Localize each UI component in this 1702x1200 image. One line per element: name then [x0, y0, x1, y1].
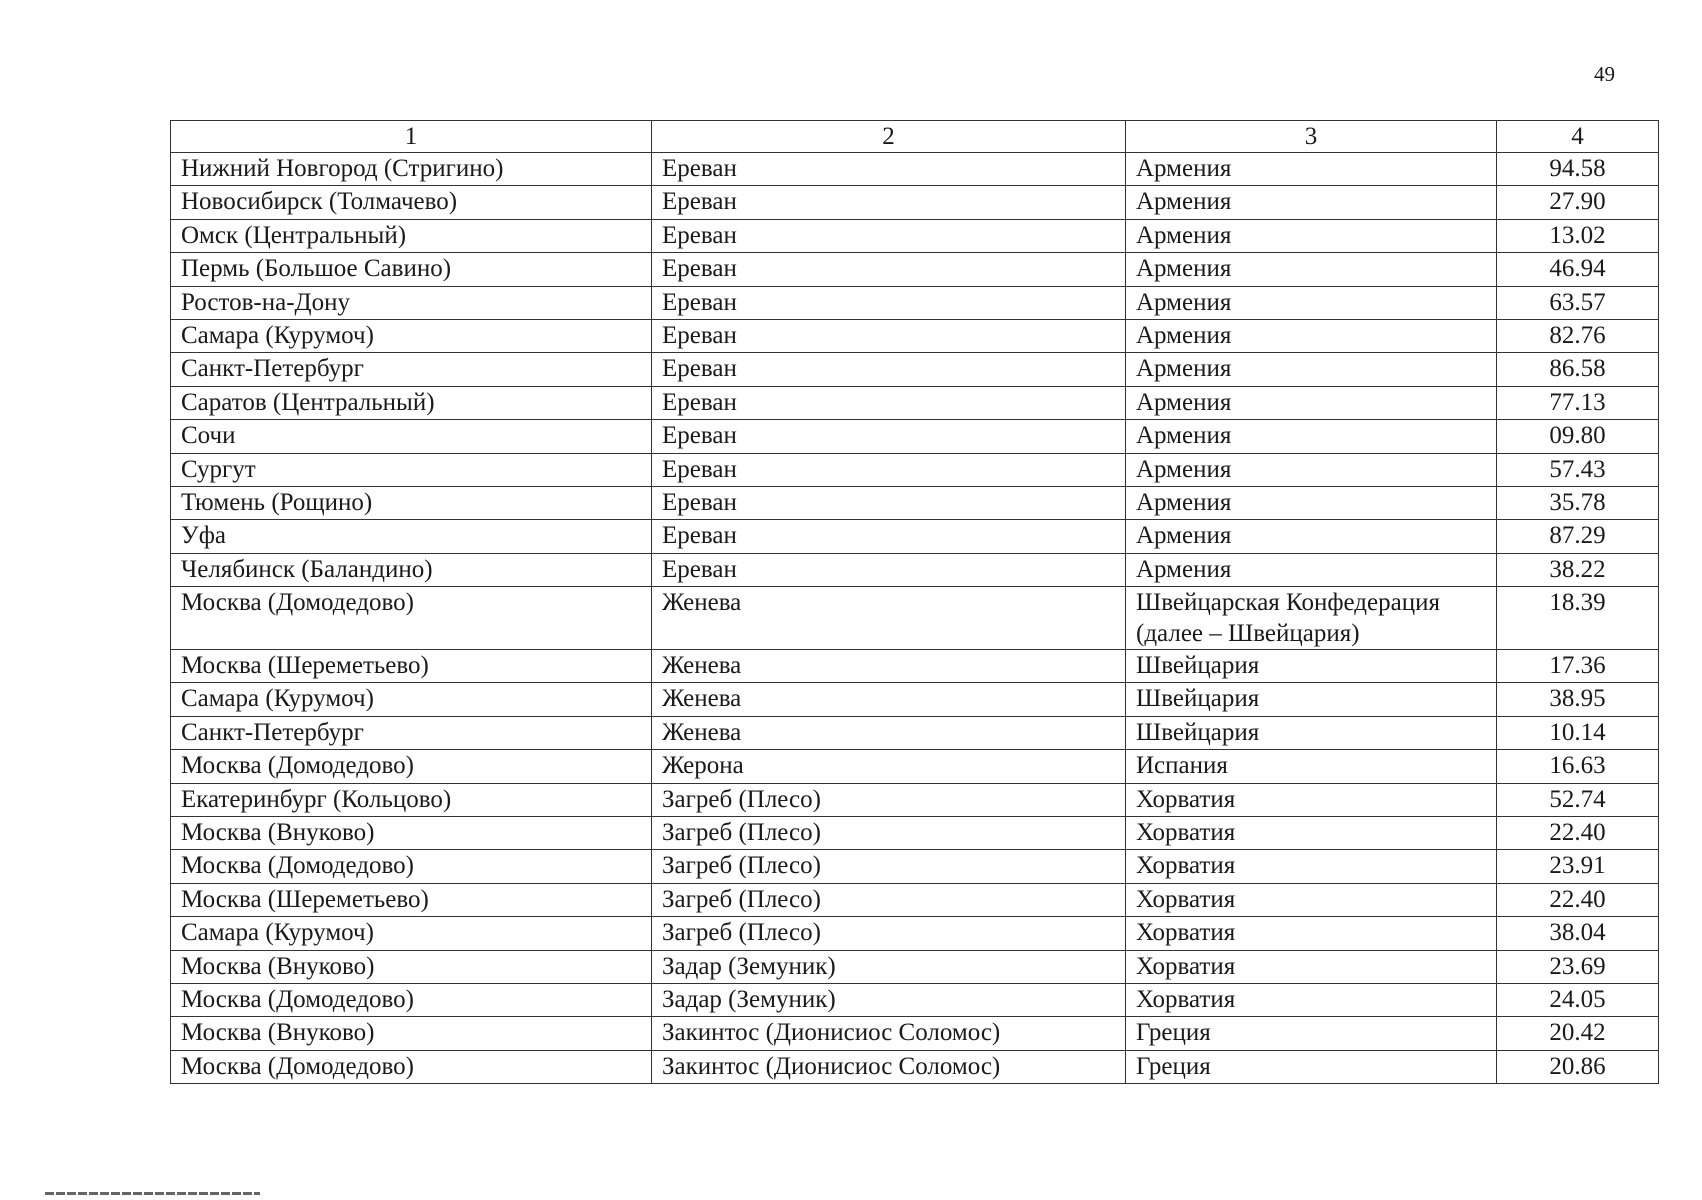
country-cell: Армения — [1126, 153, 1497, 186]
country-cell: Хорватия — [1126, 950, 1497, 983]
country-cell: Армения — [1126, 219, 1497, 252]
country-cell: Хорватия — [1126, 817, 1497, 850]
destination-cell: Ереван — [652, 286, 1126, 319]
departure-city-cell: Москва (Внуково) — [171, 950, 652, 983]
value-cell: 22.40 — [1497, 883, 1659, 916]
value-cell: 38.95 — [1497, 683, 1659, 716]
departure-city-cell: Москва (Внуково) — [171, 817, 652, 850]
country-cell: Армения — [1126, 486, 1497, 519]
country-cell: Армения — [1126, 386, 1497, 419]
destination-cell: Загреб (Плесо) — [652, 850, 1126, 883]
table-row — [171, 553, 1659, 586]
country-cell: Армения — [1126, 186, 1497, 219]
table-row — [171, 153, 1659, 186]
destination-cell: Ереван — [652, 520, 1126, 553]
value-cell: 13.02 — [1497, 219, 1659, 252]
table-row — [171, 683, 1659, 716]
country-cell: Хорватия — [1126, 883, 1497, 916]
country-cell: Греция — [1126, 1017, 1497, 1050]
destination-cell: Ереван — [652, 453, 1126, 486]
table-row — [171, 850, 1659, 883]
value-cell: 94.58 — [1497, 153, 1659, 186]
value-cell: 35.78 — [1497, 486, 1659, 519]
departure-city-cell: Сочи — [171, 420, 652, 453]
departure-city-cell: Пермь (Большое Савино) — [171, 253, 652, 286]
column-header-1: 1 — [171, 121, 652, 153]
destination-cell: Загреб (Плесо) — [652, 883, 1126, 916]
value-cell: 17.36 — [1497, 650, 1659, 683]
value-cell: 77.13 — [1497, 386, 1659, 419]
destination-cell: Загреб (Плесо) — [652, 917, 1126, 950]
departure-city-cell: Москва (Шереметьево) — [171, 883, 652, 916]
country-cell: Хорватия — [1126, 983, 1497, 1016]
table-row — [171, 983, 1659, 1016]
departure-city-cell: Екатеринбург (Кольцово) — [171, 783, 652, 816]
country-cell: Швейцария — [1126, 650, 1497, 683]
table-row — [171, 917, 1659, 950]
table-row — [171, 420, 1659, 453]
table-row — [171, 817, 1659, 850]
destination-cell: Ереван — [652, 386, 1126, 419]
value-cell: 24.05 — [1497, 983, 1659, 1016]
country-cell: Армения — [1126, 520, 1497, 553]
destination-cell: Загреб (Плесо) — [652, 783, 1126, 816]
column-header-2: 2 — [652, 121, 1126, 153]
value-cell: 23.91 — [1497, 850, 1659, 883]
table-row — [171, 950, 1659, 983]
table-row — [171, 1050, 1659, 1083]
table-row — [171, 319, 1659, 352]
value-cell: 57.43 — [1497, 453, 1659, 486]
departure-city-cell: Самара (Курумоч) — [171, 917, 652, 950]
table-row — [171, 520, 1659, 553]
value-cell: 27.90 — [1497, 186, 1659, 219]
destination-cell: Женева — [652, 587, 1126, 650]
destination-cell: Ереван — [652, 420, 1126, 453]
value-cell: 18.39 — [1497, 587, 1659, 650]
departure-city-cell: Нижний Новгород (Стригино) — [171, 153, 652, 186]
departure-city-cell: Москва (Домодедово) — [171, 587, 652, 650]
table-row — [171, 353, 1659, 386]
value-cell: 09.80 — [1497, 420, 1659, 453]
destination-cell: Загреб (Плесо) — [652, 817, 1126, 850]
departure-city-cell: Санкт-Петербург — [171, 353, 652, 386]
value-cell: 20.42 — [1497, 1017, 1659, 1050]
page-number: 49 — [1594, 62, 1615, 86]
destination-cell: Ереван — [652, 219, 1126, 252]
destination-cell: Ереван — [652, 253, 1126, 286]
departure-city-cell: Тюмень (Рощино) — [171, 486, 652, 519]
country-cell: Швейцарская Конфедерация (далее – Швейцария) — [1126, 587, 1497, 650]
table-row — [171, 453, 1659, 486]
destination-cell: Задар (Земуник) — [652, 983, 1126, 1016]
country-cell: Армения — [1126, 286, 1497, 319]
departure-city-cell: Самара (Курумоч) — [171, 683, 652, 716]
departure-city-cell: Москва (Домодедово) — [171, 750, 652, 783]
country-cell: Хорватия — [1126, 917, 1497, 950]
country-cell: Швейцария — [1126, 683, 1497, 716]
value-cell: 82.76 — [1497, 319, 1659, 352]
country-cell: Армения — [1126, 553, 1497, 586]
table-row — [171, 186, 1659, 219]
departure-city-cell: Москва (Шереметьево) — [171, 650, 652, 683]
country-cell: Армения — [1126, 319, 1497, 352]
table-row — [171, 883, 1659, 916]
destination-cell: Ереван — [652, 486, 1126, 519]
destination-cell: Закинтос (Дионисиос Соломос) — [652, 1017, 1126, 1050]
destination-cell: Ереван — [652, 153, 1126, 186]
country-cell: Армения — [1126, 453, 1497, 486]
departure-city-cell: Санкт-Петербург — [171, 716, 652, 749]
destination-cell: Жерона — [652, 750, 1126, 783]
value-cell: 10.14 — [1497, 716, 1659, 749]
value-cell: 20.86 — [1497, 1050, 1659, 1083]
value-cell: 38.04 — [1497, 917, 1659, 950]
departure-city-cell: Москва (Домодедово) — [171, 850, 652, 883]
country-cell: Хорватия — [1126, 783, 1497, 816]
departure-city-cell: Москва (Домодедово) — [171, 1050, 652, 1083]
country-cell: Армения — [1126, 353, 1497, 386]
table-row — [171, 253, 1659, 286]
scan-artifact — [45, 1192, 260, 1195]
value-cell: 16.63 — [1497, 750, 1659, 783]
table-row — [171, 1017, 1659, 1050]
destination-cell: Ереван — [652, 353, 1126, 386]
routes-table — [170, 120, 1659, 1084]
value-cell: 23.69 — [1497, 950, 1659, 983]
country-cell: Армения — [1126, 420, 1497, 453]
table-row — [171, 219, 1659, 252]
table-row — [171, 750, 1659, 783]
destination-cell: Закинтос (Дионисиос Соломос) — [652, 1050, 1126, 1083]
destination-cell: Ереван — [652, 319, 1126, 352]
table-header-row — [171, 121, 1659, 153]
departure-city-cell: Новосибирск (Толмачево) — [171, 186, 652, 219]
table-row — [171, 386, 1659, 419]
table-body — [171, 153, 1659, 1084]
column-header-3: 3 — [1126, 121, 1497, 153]
departure-city-cell: Челябинск (Баландино) — [171, 553, 652, 586]
departure-city-cell: Сургут — [171, 453, 652, 486]
value-cell: 46.94 — [1497, 253, 1659, 286]
value-cell: 63.57 — [1497, 286, 1659, 319]
value-cell: 87.29 — [1497, 520, 1659, 553]
destination-cell: Задар (Земуник) — [652, 950, 1126, 983]
value-cell: 22.40 — [1497, 817, 1659, 850]
country-cell: Испания — [1126, 750, 1497, 783]
destination-cell: Ереван — [652, 186, 1126, 219]
country-cell: Греция — [1126, 1050, 1497, 1083]
table-row — [171, 286, 1659, 319]
destination-cell: Женева — [652, 650, 1126, 683]
country-cell: Швейцария — [1126, 716, 1497, 749]
departure-city-cell: Ростов-на-Дону — [171, 286, 652, 319]
table-row — [171, 587, 1659, 650]
destination-cell: Ереван — [652, 553, 1126, 586]
value-cell: 52.74 — [1497, 783, 1659, 816]
destination-cell: Женева — [652, 683, 1126, 716]
departure-city-cell: Москва (Внуково) — [171, 1017, 652, 1050]
country-cell: Хорватия — [1126, 850, 1497, 883]
destination-cell: Женева — [652, 716, 1126, 749]
value-cell: 86.58 — [1497, 353, 1659, 386]
departure-city-cell: Москва (Домодедово) — [171, 983, 652, 1016]
column-header-4: 4 — [1497, 121, 1659, 153]
departure-city-cell: Уфа — [171, 520, 652, 553]
table-row — [171, 486, 1659, 519]
table-row — [171, 650, 1659, 683]
table-row — [171, 783, 1659, 816]
value-cell: 38.22 — [1497, 553, 1659, 586]
country-cell: Армения — [1126, 253, 1497, 286]
departure-city-cell: Саратов (Центральный) — [171, 386, 652, 419]
table-row — [171, 716, 1659, 749]
departure-city-cell: Омск (Центральный) — [171, 219, 652, 252]
departure-city-cell: Самара (Курумоч) — [171, 319, 652, 352]
